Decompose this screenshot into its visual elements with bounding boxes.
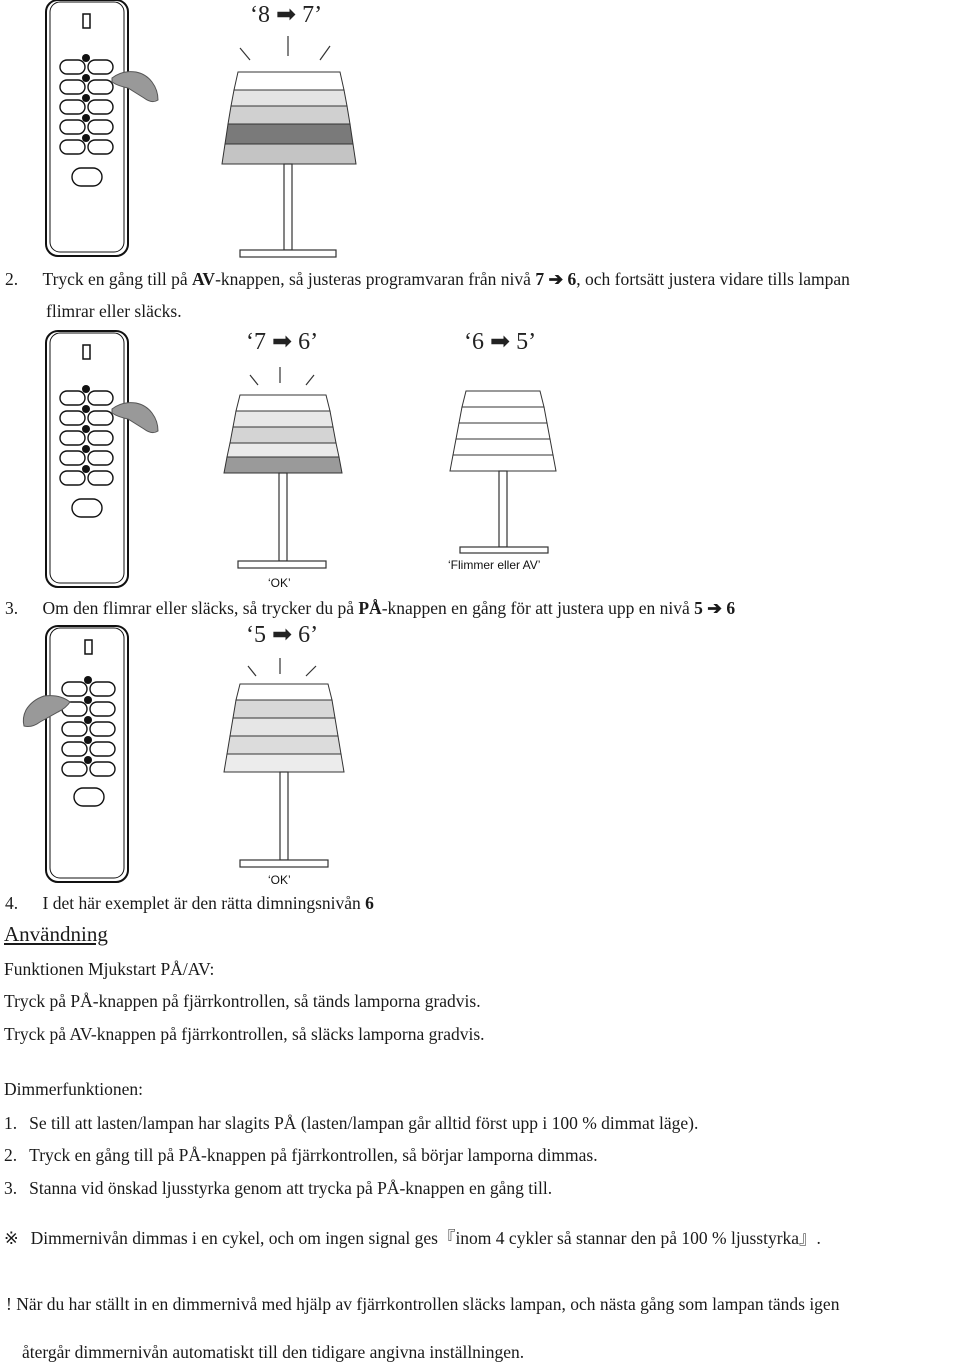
warning-line2: återgår dimmernivån automatiskt till den tidigare angivna inställningen. — [22, 1342, 525, 1362]
lamp-stand — [240, 772, 328, 867]
light-rays — [240, 36, 330, 60]
lamp-label-ok: ‘OK’ — [268, 873, 291, 887]
lamp-stand-left — [238, 473, 326, 568]
softstart-on: Tryck på PÅ-knappen på fjärrkontrollen, så tänds lamporna gradvis. — [4, 991, 481, 1011]
dimmer-step — [4, 1112, 698, 1134]
step-text: Se till att lasten/lampan har slagits PÅ (lasten/lampan går alltid först upp i 100 % dimmat läge). — [29, 1113, 699, 1133]
figure-remote-lamp-2 — [0, 325, 960, 590]
step-text: Om den flimrar eller släcks, så trycker du på — [42, 598, 359, 618]
step-text: , och fortsätt justera vidare tills lampan — [576, 269, 850, 289]
remote-control — [46, 331, 128, 587]
step-2-line2: flimrar eller släcks. — [46, 301, 182, 321]
step-2 — [5, 268, 850, 290]
step-number: 2. — [5, 269, 19, 289]
step-text: -knappen, så justeras programvaran från nivå — [215, 269, 536, 289]
step-bold: AV — [192, 269, 216, 289]
dimmer-step — [4, 1144, 598, 1166]
sequence-label-right: ‘6 ➡ 5’ — [464, 329, 537, 355]
dimmer-title: Dimmerfunktionen: — [4, 1079, 144, 1099]
dimmer-step — [4, 1177, 552, 1199]
step-number: 3. — [4, 1178, 18, 1198]
lamp-shade-right — [450, 391, 556, 471]
figure-remote-lamp-1 — [0, 0, 960, 262]
step-number: 3. — [5, 598, 19, 618]
step-text: I det här exemplet är den rätta dimningsnivån — [42, 893, 366, 913]
note-text: Dimmernivån dimmas i en cykel, och om ingen signal ges『inom 4 cykler så stannar den på 100 % ljusstyrka』. — [30, 1228, 821, 1248]
step-text: Tryck en gång till på — [42, 269, 193, 289]
step-text: Tryck en gång till på PÅ-knappen på fjärrkontrollen, så börjar lamporna dimmas. — [29, 1145, 598, 1165]
step-number: 4. — [5, 893, 19, 913]
step-number: 1. — [4, 1113, 18, 1133]
step-text: -knappen en gång för att justera upp en nivå — [381, 598, 695, 618]
lamp-label-ok: ‘OK’ — [268, 576, 291, 590]
step-bold: 6 — [365, 893, 374, 913]
light-rays — [248, 658, 316, 676]
step-text: Stanna vid önskad ljusstyrka genom att trycka på PÅ-knappen en gång till. — [29, 1178, 553, 1198]
figure-remote-lamp-3 — [0, 620, 960, 888]
lamp-shade — [222, 72, 356, 164]
sequence-label-left: ‘7 ➡ 6’ — [246, 329, 319, 355]
lamp-shade-left — [224, 395, 342, 473]
softstart-title: Funktionen Mjukstart PÅ/AV: — [4, 959, 215, 979]
section-heading: Användning — [4, 922, 108, 946]
lamp-stand — [240, 164, 336, 257]
step-bold: 5 ➔ 6 — [694, 598, 736, 618]
sequence-label: ‘8 ➡ 7’ — [250, 2, 323, 28]
lamp-label-flicker: ‘Flimmer eller AV’ — [448, 558, 541, 572]
remote-control — [46, 626, 128, 882]
lamp-stand-right — [460, 471, 548, 553]
remote-control — [46, 0, 128, 256]
step-3 — [5, 597, 735, 619]
lamp-shade — [224, 684, 344, 772]
light-rays — [250, 367, 314, 385]
step-number: 2. — [4, 1145, 18, 1165]
step-bold: 7 ➔ 6 — [535, 269, 577, 289]
warning-icon: ! — [6, 1294, 12, 1314]
note-symbol-icon: ※ — [4, 1228, 19, 1248]
softstart-off: Tryck på AV-knappen på fjärrkontrollen, så släcks lamporna gradvis. — [4, 1024, 485, 1044]
step-4 — [5, 892, 374, 914]
sequence-label: ‘5 ➡ 6’ — [246, 622, 319, 648]
warning-text: När du har ställt in en dimmernivå med hjälp av fjärrkontrollen släcks lampan, och nästa gång som lampan tänds igen — [16, 1294, 840, 1314]
warning — [6, 1293, 839, 1315]
step-bold: PÅ — [358, 598, 382, 618]
note — [4, 1227, 821, 1249]
